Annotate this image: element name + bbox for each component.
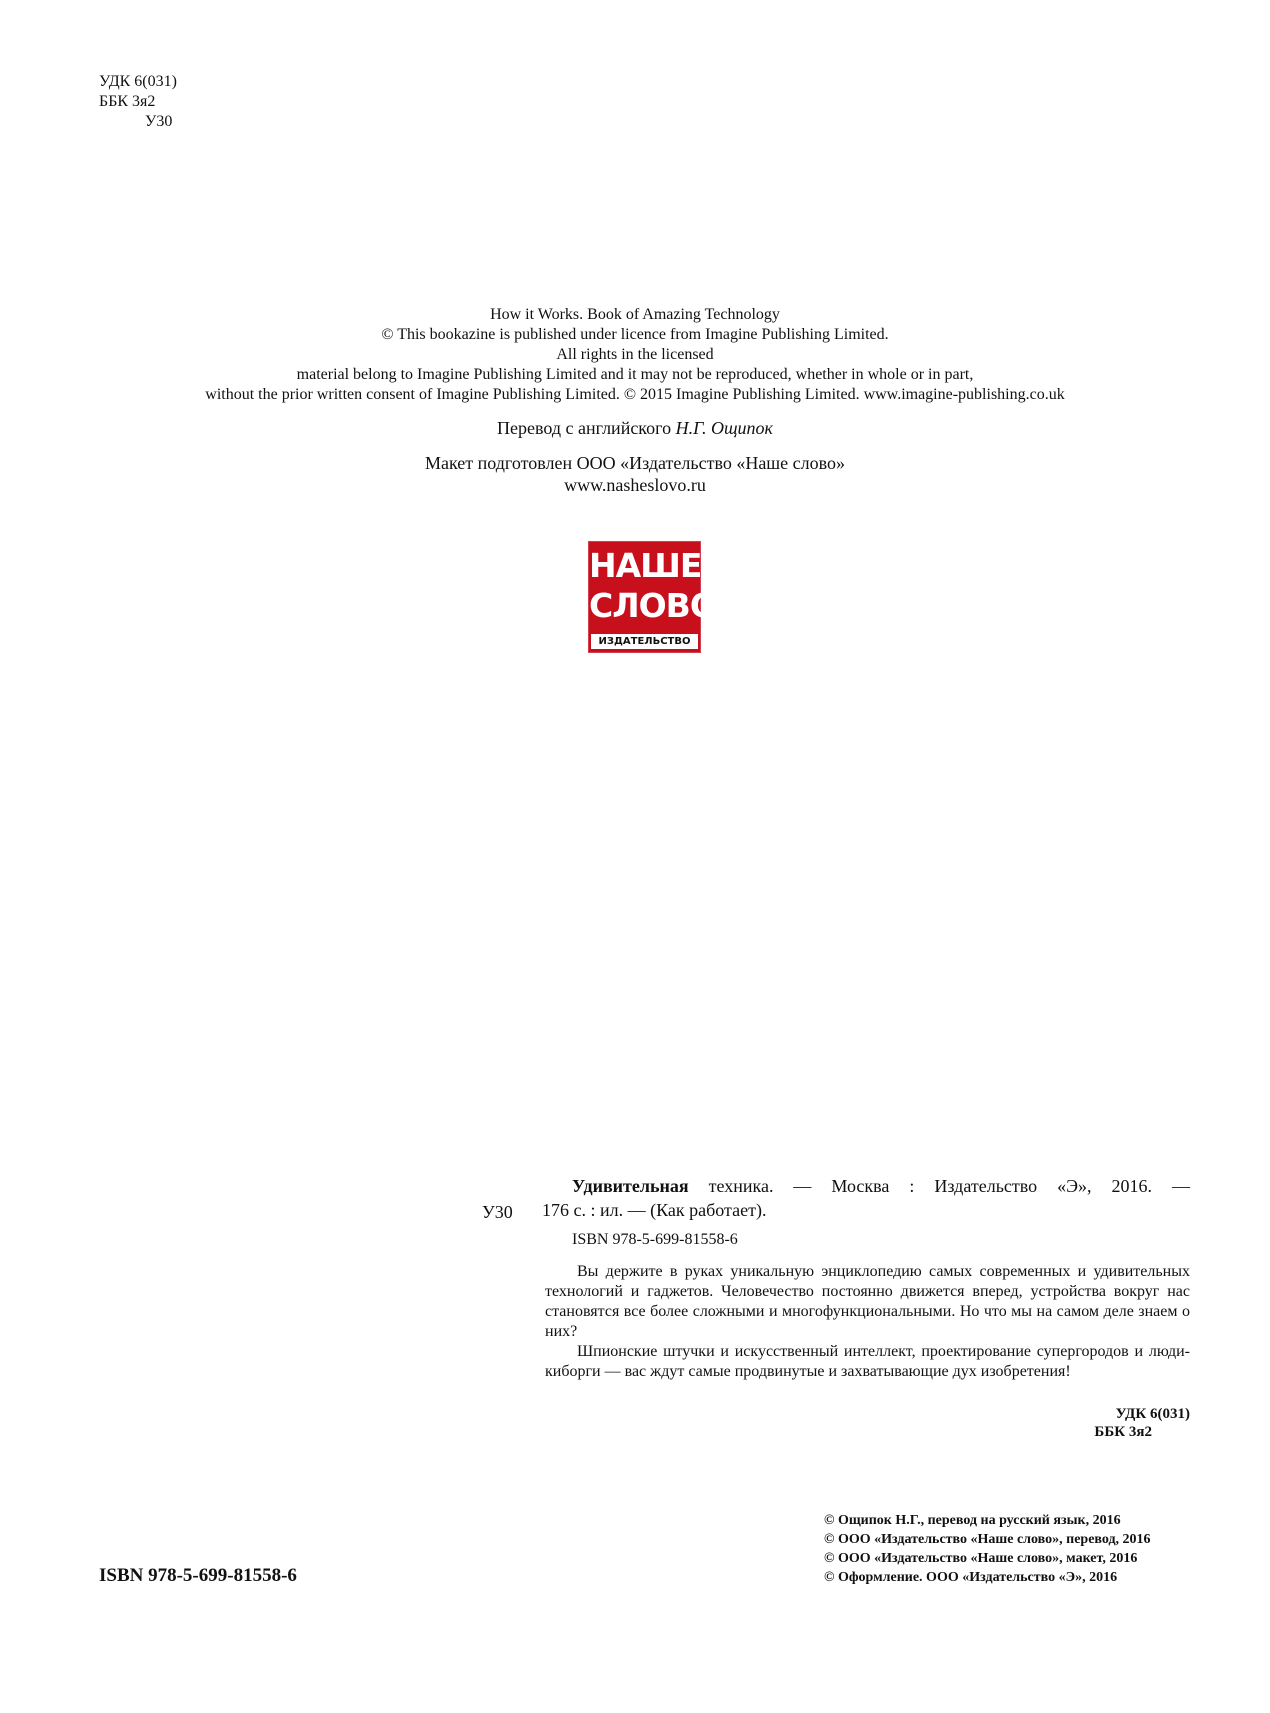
book-title-bold: Удивительная [572,1176,689,1196]
logo-caption: ИЗДАТЕЛЬСТВО [591,634,698,649]
abstract-paragraph: Вы держите в руках уникальную энциклопедию самых современных и удивительных технологий и гаджетов. Человечество постоянно движется вперед, устройства вокруг нас становятся все более сложными и многофункциональными. Но что мы на самом деле знаем о них? [545,1263,1190,1340]
bbk-code: ББК 3я2 [99,93,156,110]
layout-credit-text: Макет подготовлен ООО «Издательство «Наше слово» [424,453,846,473]
book-abstract [545,1262,1190,1382]
copyright-line: © ООО «Издательство «Наше слово», перевод, 2016 [824,1532,1151,1547]
bibliographic-title-line [572,1174,1190,1198]
license-line: material belong to Imagine Publishing Limited and it may not be reproduced, whether in whole or in part, [296,366,974,383]
publisher-logo [588,541,717,653]
copyright-line: © Оформление. ООО «Издательство «Э», 2016 [824,1570,1118,1585]
copyright-line: © ООО «Издательство «Наше слово», макет, 2016 [824,1551,1138,1566]
copyright-line: © Ощипок Н.Г., перевод на русский язык, 2016 [824,1513,1121,1528]
isbn-bottom: ISBN 978-5-699-81558-6 [99,1565,297,1586]
bbk-code-bottom: ББК 3я2 [1094,1424,1152,1440]
license-notice [0,305,1270,405]
book-title-rest: техника. — Москва : Издательство «Э», 2016. — [688,1176,1190,1196]
bibliographic-isbn: ISBN 978-5-699-81558-6 [572,1231,738,1248]
logo-word-2: СЛОВО [589,586,717,625]
publisher-website: www.nasheslovo.ru [564,475,706,495]
license-line: without the prior written consent of Imagine Publishing Limited. © 2015 Imagine Publishing Limited. www.imagine-publishing.co.uk [205,386,1065,403]
layout-credit [0,452,1270,496]
copyright-block [824,1511,1151,1587]
license-line: All rights in the licensed [556,346,714,363]
translation-credit [0,418,1270,439]
classification-codes-bottom [1000,1405,1190,1441]
translation-prefix: Перевод с английского [497,418,672,438]
translator-name: Н.Г. Ощипок [675,418,773,438]
classification-codes-top [99,72,177,132]
author-sign: У30 [145,113,173,130]
udk-code-bottom: УДК 6(031) [1115,1406,1190,1422]
license-line: How it Works. Book of Amazing Technology [490,306,780,323]
bibliographic-record [542,1174,1190,1252]
bibliographic-author-sign: У30 [482,1202,513,1222]
license-line: © This bookazine is published under licence from Imagine Publishing Limited. [381,326,889,343]
bibliographic-line-2: 176 с. : ил. — (Как работает). [542,1200,767,1220]
logo-word-1: НАШЕ [589,546,702,585]
abstract-paragraph: Шпионские штучки и искусственный интеллект, проектирование супергородов и люди-киборги — вас ждут самые продвинутые и захватывающие дух изобретения! [545,1343,1190,1380]
udk-code: УДК 6(031) [99,73,177,90]
